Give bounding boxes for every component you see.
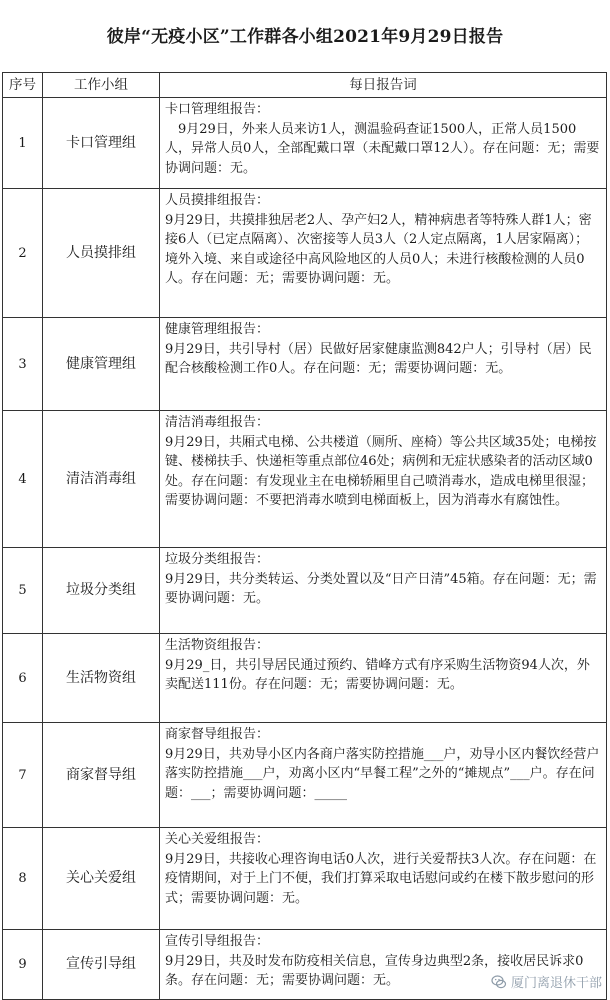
row-report [160,411,607,548]
report-title: 卡口管理组报告： [165,102,270,117]
report-body: 9月29日，共接收心理咨询电话0人次，进行关爱帮扶3人次。存在问题：在疫情期间，对于上门不便，我们打算采取电话慰问或约在楼下散步慰问的形式；需要协调问题：无。 [165,851,597,906]
row-group: 宣传引导组 [43,930,160,1000]
table-row [3,411,607,548]
row-report [160,548,607,634]
report-title: 宣传引导组报告： [165,934,270,949]
row-no: 2 [3,189,43,318]
row-group: 卡口管理组 [43,98,160,189]
table-row [3,828,607,930]
table-row [3,98,607,189]
row-group: 生活物资组 [43,634,160,723]
row-report [160,723,607,828]
document-title: 彼岸“无疫小区”工作群各小组2021年9月29日报告 [106,27,504,47]
report-table [2,72,607,1000]
row-no: 4 [3,411,43,548]
row-group: 健康管理组 [43,318,160,411]
report-body: 9月29日，共及时发布防疫相关信息，宣传身边典型2条，接收居民诉求0条。存在问题：无；需要协调问题：无。 [165,953,584,988]
report-body: 9月29日，共摸排独居老2人、孕产妇2人，精神病患者等特殊人群1人；密接6人（已定点隔离）、次密接等人员3人（2人定点隔离，1人居家隔离）；境外入境、来自或途径中高风险地区的人员0人；未进行核酸检测的人员0人。存在问题：无；需要协调问题：无。 [165,212,592,286]
row-group: 清洁消毒组 [43,411,160,548]
wechat-icon [491,974,507,990]
report-title: 商家督导组报告： [165,727,270,742]
row-group: 垃圾分类组 [43,548,160,634]
watermark [491,972,602,991]
row-report [160,189,607,318]
report-title: 生活物资组报告： [165,638,270,653]
row-no: 8 [3,828,43,930]
report-body: 9月29_日，共引导居民通过预约、错峰方式有序采购生活物资94人次，外卖配送111份。存在问题：无；需要协调问题：无。 [165,657,590,692]
report-title: 垃圾分类组报告： [165,552,270,567]
table-row [3,318,607,411]
row-group: 关心关爱组 [43,828,160,930]
report-body: 9月29日，共劝导小区内各商户落实防控措施___户，劝导小区内餐饮经营户落实防控措施___户，劝离小区内“早餐工程”之外的“摊规点”___户。存在问题：___；需要协调问题：_____ [165,746,600,801]
table-row [3,548,607,634]
header-group: 工作小组 [43,73,160,98]
table-row [3,634,607,723]
row-no: 3 [3,318,43,411]
row-no: 9 [3,930,43,1000]
row-group: 人员摸排组 [43,189,160,318]
report-body: 9月29日，共分类转运、分类处置以及“日产日清”45箱。存在问题：无；需要协调问题：无。 [165,571,597,606]
table-header-row [3,73,607,98]
report-body: 9月29日，共厢式电梯、公共楼道（厕所、座椅）等公共区域35处；电梯按键、楼梯扶手、快递柜等重点部位46处；病例和无症状感染者的活动区域0处。存在问题：有发现业主在电梯轿厢里自己喷消毒水，造成电梯里很湿；需要协调问题：不要把消毒水喷到电梯面板上，因为消毒水有腐蚀性。 [165,434,597,508]
row-report [160,828,607,930]
report-title: 清洁消毒组报告： [165,415,270,430]
row-no: 1 [3,98,43,189]
header-report: 每日报告词 [160,73,607,98]
row-group: 商家督导组 [43,723,160,828]
row-no: 6 [3,634,43,723]
table-row [3,723,607,828]
report-body: 9月29日，外来人员来访1人，测温验码查证1500人，正常人员1500人，异常人员0人，全部配戴口罩（未配戴口罩12人）。存在问题：无；需要协调问题：无。 [165,121,600,176]
row-report [160,98,607,189]
report-body: 9月29日，共引导村（居）民做好居家健康监测842户人；引导村（居）民配合核酸检测工作0人。存在问题：无；需要协调问题：无。 [165,341,592,376]
row-report [160,318,607,411]
row-no: 5 [3,548,43,634]
watermark-text: 厦门离退休干部 [510,976,602,991]
report-title: 健康管理组报告： [165,322,270,337]
table-row [3,189,607,318]
row-no: 7 [3,723,43,828]
report-title: 人员摸排组报告： [165,193,270,208]
header-no: 序号 [3,73,43,98]
row-report [160,634,607,723]
report-title: 关心关爱组报告： [165,832,270,847]
